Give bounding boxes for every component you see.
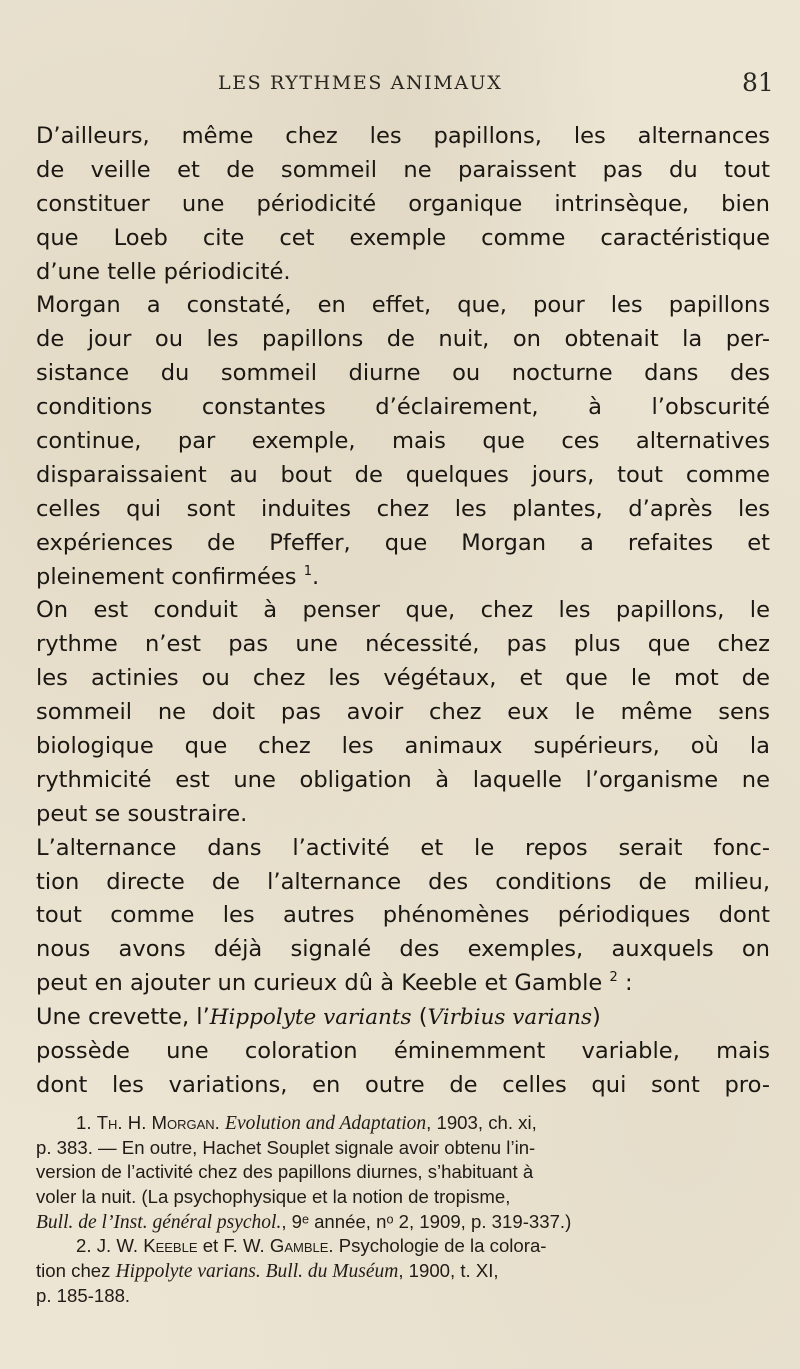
text-fragment: .	[312, 563, 320, 590]
text-fragment: , 1903, ch. xi,	[426, 1112, 537, 1133]
text-line: conditions constantes d’éclairement, à l’obscurité	[36, 394, 770, 421]
footnote-ref-2: 2	[609, 970, 618, 986]
text-line: de jour ou les papillons de nuit, on obtenait la per-	[36, 326, 770, 353]
text-line: peut se soustraire.	[36, 800, 248, 827]
text-fragment: :	[617, 970, 633, 997]
text-line: biologique que chez les animaux supérieurs, où la	[36, 733, 770, 760]
text-fragment: pleinement confirmées	[36, 563, 297, 590]
footnote-ref-1: 1	[303, 563, 313, 579]
footnote-1-line: p. 383. — En outre, Hachet Souplet signale avoir obtenu l’in-	[36, 1136, 536, 1158]
text-line: rythmicité est une obligation à laquelle l’organisme ne	[36, 766, 770, 793]
footnote-species: Hippolyte varians. Bull. du Muséum	[115, 1261, 399, 1283]
body-text	[36, 120, 770, 1103]
page-header	[0, 68, 800, 102]
footnote-title: Evolution and Adaptation	[225, 1113, 427, 1134]
text-fragment: J. W.	[96, 1235, 139, 1257]
text-line: tout comme les autres phénomènes périodiques dont	[36, 902, 770, 929]
text-fragment: peut en ajouter un curieux dû à Keeble et Gamble	[36, 970, 603, 997]
text-line: disparaissaient au bout de quelques jours, tout comme	[36, 461, 770, 488]
text-fragment: Une crevette, l’	[36, 1004, 210, 1031]
text-fragment: , 1900, t. XI,	[398, 1260, 499, 1282]
text-line: possède une coloration éminemment variable, mais	[36, 1038, 770, 1065]
text-line: L’alternance dans l’activité et le repos serait fonc-	[36, 834, 770, 861]
footnote-1-line	[36, 1210, 770, 1235]
text-line: D’ailleurs, même chez les papillons, les alternances	[36, 123, 770, 149]
text-line	[36, 561, 770, 595]
text-fragment: (	[411, 1004, 428, 1031]
text-line: tion directe de l’alternance des conditions de milieu,	[36, 868, 770, 895]
text-line: d’une telle périodicité.	[36, 258, 291, 285]
text-line	[36, 967, 770, 1001]
text-line: continue, par exemple, mais que ces alternatives	[36, 428, 770, 455]
footnote-1-line: version de l’activité chez des papillons diurnes, s’habituant à	[36, 1161, 534, 1183]
text-line	[36, 1001, 770, 1035]
text-line: sistance du sommeil diurne ou nocturne dans des	[36, 360, 770, 387]
footnote-author: Keeble	[143, 1235, 198, 1257]
footnote-2-line	[36, 1234, 770, 1259]
running-head: LES RYTHMES ANIMAUX	[218, 72, 503, 94]
page-number: 81	[742, 68, 774, 97]
text-line: constituer une périodicité organique intrinsèque, bien	[36, 190, 770, 217]
text-line: Morgan a constaté, en effet, que, pour les papillons	[36, 292, 770, 319]
footnote-2-line	[36, 1259, 770, 1284]
text-line: sommeil ne doit pas avoir chez eux le même sens	[36, 699, 770, 726]
text-line: dont les variations, en outre de celles qui sont pro-	[36, 1071, 770, 1098]
text-fragment: et F. W.	[202, 1235, 265, 1257]
text-fragment: Psychologie de la colora-	[338, 1235, 547, 1257]
footnote-author: Th. H. Morgan.	[96, 1112, 220, 1133]
footnote-2-line: p. 185-188.	[36, 1284, 131, 1306]
text-line: expériences de Pfeffer, que Morgan a refaites et	[36, 529, 770, 556]
footnote-journal: Bull. de l’Inst. général psychol.	[36, 1211, 282, 1233]
text-line: les actinies ou chez les végétaux, et que le mot de	[36, 665, 770, 692]
footnote-marker: 2.	[76, 1235, 92, 1257]
footnotes	[36, 1111, 770, 1309]
text-line: que Loeb cite cet exemple comme caractéristique	[36, 224, 770, 251]
text-line: On est conduit à penser que, chez les papillons, le	[36, 597, 770, 624]
species-name: Hippolyte variants	[209, 1005, 412, 1031]
species-synonym: Virbius varians	[427, 1005, 593, 1031]
text-fragment: , 9ᵉ année, nᵒ 2, 1909, p. 319-337.)	[281, 1210, 572, 1232]
text-line: rythme n’est pas une nécessité, pas plus que chez	[36, 631, 770, 658]
text-line: de veille et de sommeil ne paraissent pas du tout	[36, 156, 770, 183]
footnote-marker: 1.	[76, 1112, 92, 1133]
footnote-1-line: voler la nuit. (La psychophysique et la notion de tropisme,	[36, 1186, 511, 1208]
text-line: celles qui sont induites chez les plantes, d’après les	[36, 495, 770, 522]
text-fragment: )	[592, 1004, 601, 1031]
text-line: nous avons déjà signalé des exemples, auxquels on	[36, 936, 770, 963]
text-fragment: tion chez	[36, 1260, 111, 1282]
footnote-1-line	[36, 1111, 770, 1136]
footnote-author: Gamble.	[269, 1235, 334, 1257]
